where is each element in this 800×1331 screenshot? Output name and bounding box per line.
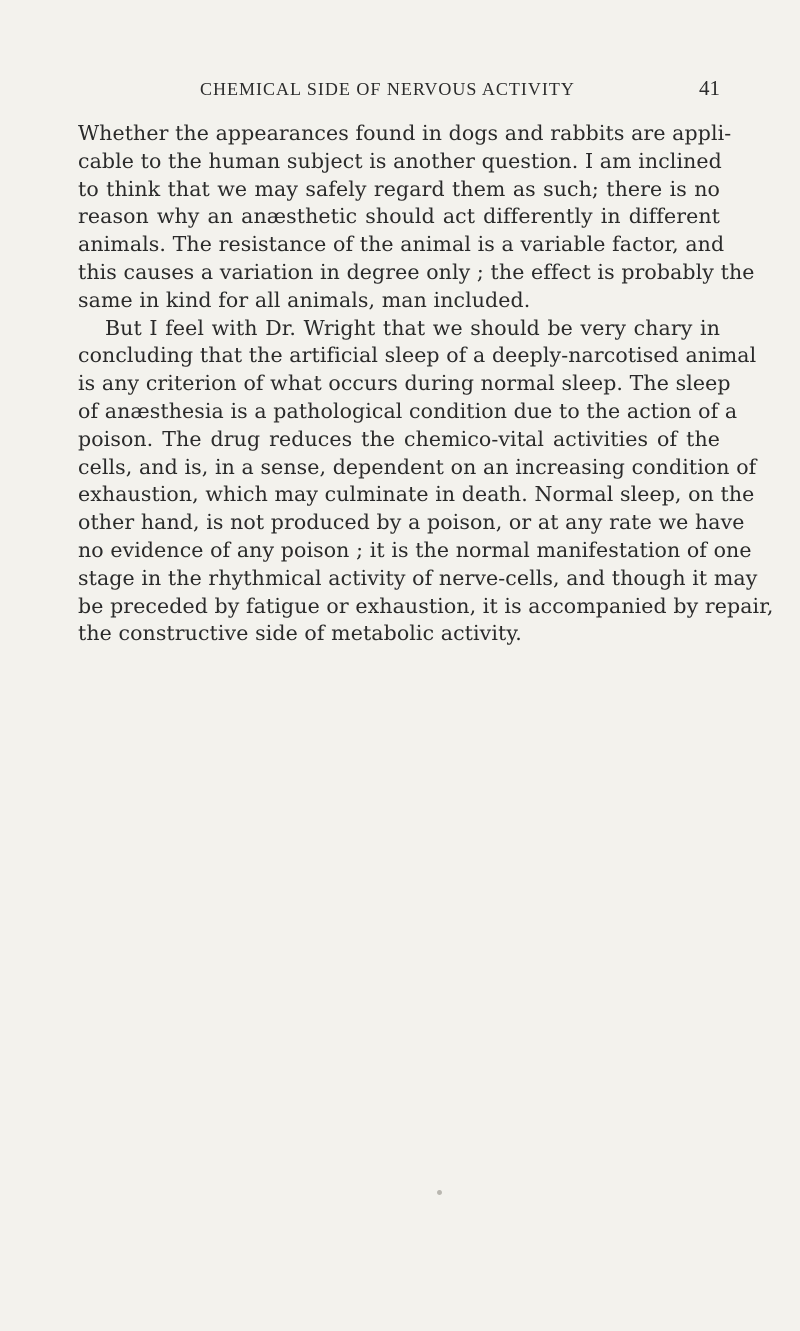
text-line: the constructive side of metabolic activity.: [78, 621, 522, 646]
text-line: no evidence of any poison ; it is the normal manifestation of one: [78, 537, 752, 562]
text-line: same in kind for all animals, man included.: [78, 287, 531, 312]
page-number: 41: [699, 76, 720, 100]
text-line: other hand, is not produced by a poison, or at any rate we have: [78, 510, 745, 535]
text-line: But I feel with Dr. Wright that we should be very chary in: [105, 315, 720, 340]
text-line: this causes a variation in degree only ; the effect is probably the: [78, 259, 755, 284]
text-line: animals. The resistance of the animal is a variable factor, and: [78, 232, 725, 257]
text-line: to think that we may safely regard them as such; there is no: [78, 176, 720, 201]
body-text: [78, 120, 774, 648]
text-line: poison. The drug reduces the chemico-vital activities of the: [78, 426, 720, 451]
running-title: CHEMICAL SIDE OF NERVOUS ACTIVITY: [200, 79, 575, 99]
text-line: cable to the human subject is another question. I am inclined: [78, 148, 722, 173]
text-line: of anæsthesia is a pathological condition due to the action of a: [78, 398, 738, 423]
text-line: exhaustion, which may culminate in death. Normal sleep, on the: [78, 482, 755, 507]
text-line: concluding that the artificial sleep of a deeply-narcotised animal: [78, 343, 757, 368]
running-head: [200, 76, 720, 103]
text-line: be preceded by fatigue or exhaustion, it is accompanied by repair,: [78, 593, 774, 618]
text-line: stage in the rhythmical activity of nerve-cells, and though it may: [78, 565, 758, 590]
paper-speck: [437, 1190, 442, 1195]
text-line: is any criterion of what occurs during normal sleep. The sleep: [78, 371, 731, 396]
text-line: reason why an anæsthetic should act differently in different: [78, 204, 720, 229]
text-line: Whether the appearances found in dogs and rabbits are appli-: [78, 121, 732, 145]
text-line: cells, and is, in a sense, dependent on an increasing condition of: [78, 454, 757, 479]
